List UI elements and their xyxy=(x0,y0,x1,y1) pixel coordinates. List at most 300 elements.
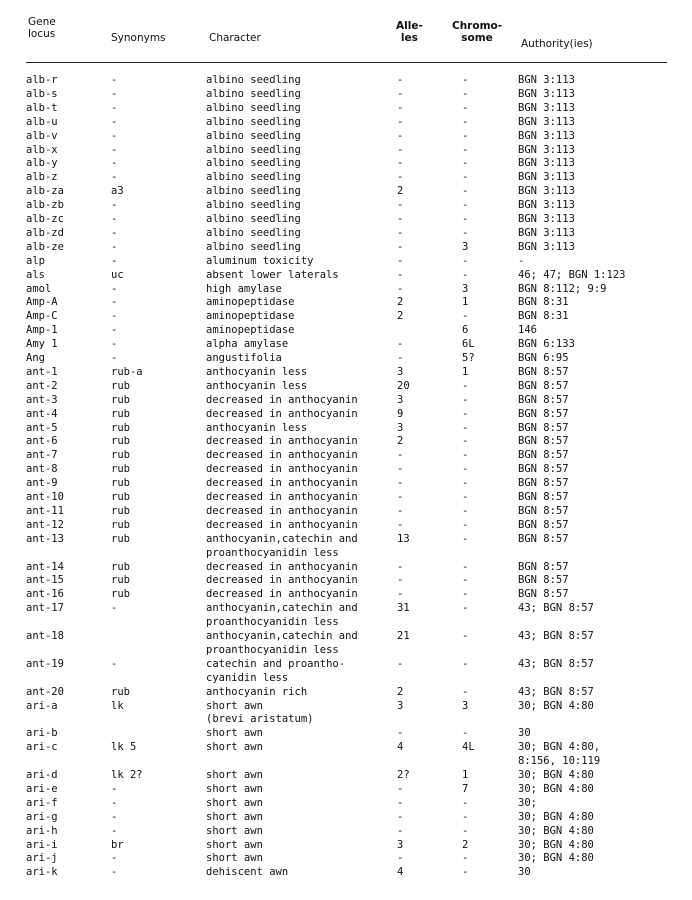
authority-cell: BGN 3:113 xyxy=(518,185,575,198)
synonym-cell: - xyxy=(111,101,118,114)
gene-locus-cell: alb-y xyxy=(26,157,58,170)
gene-locus-cell: Amp-A xyxy=(26,296,58,309)
authority-cell: BGN 8:57 xyxy=(518,379,569,392)
authority-cell: 43; BGN 8:57 xyxy=(518,602,594,615)
character-cell: albino seedling xyxy=(206,199,301,212)
authority-cell: 30 xyxy=(518,727,531,740)
gene-locus-cell: alb-ze xyxy=(26,240,64,253)
authority-cell: 43; BGN 8:57 xyxy=(518,685,594,698)
synonym-cell: rub xyxy=(111,407,130,420)
alleles-cell: - xyxy=(397,157,404,170)
character-cell: short awn xyxy=(206,852,263,865)
chromosome-cell: - xyxy=(462,477,469,490)
character-cell: short awn xyxy=(206,824,263,837)
gene-locus-cell: ant-12 xyxy=(26,518,64,531)
gene-locus-cell: ant-13 xyxy=(26,532,64,545)
character-cell: short awn xyxy=(206,838,263,851)
alleles-cell: - xyxy=(397,338,404,351)
gene-locus-cell: alb-r xyxy=(26,74,58,86)
authority-cell: BGN 6:133 xyxy=(518,338,575,351)
character-cell: absent lower laterals xyxy=(206,268,339,281)
alleles-cell: 9 xyxy=(397,407,404,420)
character-cell: albino seedling xyxy=(206,157,301,170)
authority-cell: BGN 8:57 xyxy=(518,393,569,406)
chromosome-cell: - xyxy=(462,310,469,323)
authority-cell: BGN 8:57 xyxy=(518,532,569,545)
alleles-cell: - xyxy=(397,282,404,295)
chromosome-cell: - xyxy=(462,504,469,517)
character-cell: anthocyanin less xyxy=(206,365,308,378)
character-cell: decreased in anthocyanin xyxy=(206,574,358,587)
character-cell: albino seedling xyxy=(206,226,301,239)
character-cell: decreased in anthocyanin xyxy=(206,393,358,406)
gene-locus-cell: ari-a xyxy=(26,699,58,712)
alleles-cell: 3 xyxy=(397,365,404,378)
chromosome-cell: 6L xyxy=(462,338,475,351)
authority-cell: BGN 8:57 xyxy=(518,574,569,587)
authority-cell: 30; xyxy=(518,796,537,809)
authority-cell: BGN 8:57 xyxy=(518,477,569,490)
authority-cell: BGN 3:113 xyxy=(518,143,575,156)
character-cell: aminopeptidase xyxy=(206,324,295,337)
header-alleles: Alle- les xyxy=(396,20,423,44)
chromosome-cell: - xyxy=(462,532,469,545)
gene-locus-cell: ant-14 xyxy=(26,560,64,573)
authority-cell: BGN 3:113 xyxy=(518,74,575,86)
synonym-cell: rub xyxy=(111,379,130,392)
alleles-cell: 21 xyxy=(397,630,410,642)
character-cell: decreased in anthocyanin xyxy=(206,449,358,462)
chromosome-cell: - xyxy=(462,185,469,198)
chromosome-cell: - xyxy=(462,463,469,476)
synonym-cell: - xyxy=(111,866,118,879)
alleles-cell: 2 xyxy=(397,296,404,309)
alleles-cell: - xyxy=(397,852,404,865)
authority-cell: BGN 8:57 xyxy=(518,588,569,601)
chromosome-cell: - xyxy=(462,213,469,225)
authority-cell: BGN 6:95 xyxy=(518,352,569,364)
character-cell: anthocyanin,catechin and proanthocyanidin less xyxy=(206,630,358,656)
character-cell: high amylase xyxy=(206,282,282,295)
character-cell: decreased in anthocyanin xyxy=(206,504,358,517)
alleles-cell: - xyxy=(397,115,404,128)
chromosome-cell: - xyxy=(462,491,469,503)
authority-cell: 46; 47; BGN 1:123 xyxy=(518,268,626,281)
gene-locus-cell: ant-20 xyxy=(26,685,64,698)
chromosome-cell: - xyxy=(462,129,469,142)
authority-cell: BGN 3:113 xyxy=(518,101,575,114)
gene-locus-cell: alb-zb xyxy=(26,199,64,212)
chromosome-cell: - xyxy=(462,518,469,531)
character-cell: decreased in anthocyanin xyxy=(206,407,358,420)
alleles-cell: - xyxy=(397,74,404,86)
synonym-cell: - xyxy=(111,87,118,100)
gene-locus-cell: Amp-1 xyxy=(26,324,58,337)
alleles-cell: - xyxy=(397,199,404,212)
gene-locus-cell: ari-e xyxy=(26,782,58,795)
chromosome-cell: - xyxy=(462,810,469,823)
synonym-cell: lk xyxy=(111,699,124,712)
synonym-cell: rub xyxy=(111,393,130,406)
alleles-cell: 31 xyxy=(397,602,410,615)
character-cell: anthocyanin,catechin and proanthocyanidin less xyxy=(206,602,358,629)
alleles-cell: - xyxy=(397,782,404,795)
gene-locus-cell: ant-16 xyxy=(26,588,64,601)
authority-cell: BGN 8:57 xyxy=(518,463,569,476)
chromosome-cell: - xyxy=(462,379,469,392)
synonym-cell: - xyxy=(111,199,118,212)
chromosome-cell: - xyxy=(462,852,469,865)
synonym-cell: rub xyxy=(111,532,130,545)
authority-cell: BGN 3:113 xyxy=(518,129,575,142)
alleles-cell: - xyxy=(397,477,404,490)
synonym-cell: - xyxy=(111,796,118,809)
character-cell: short awn xyxy=(206,727,263,740)
synonym-cell: - xyxy=(111,115,118,128)
authority-cell: BGN 8:57 xyxy=(518,365,569,378)
gene-locus-cell: ari-k xyxy=(26,866,58,879)
alleles-cell: 3 xyxy=(397,393,404,406)
authority-cell: 30; BGN 4:80, 8:156, 10:119 xyxy=(518,741,601,768)
synonym-cell: - xyxy=(111,310,118,323)
chromosome-cell: 6 xyxy=(462,324,469,337)
authority-cell: 30; BGN 4:80 xyxy=(518,838,594,851)
chromosome-cell: - xyxy=(462,199,469,212)
synonym-cell: a3 xyxy=(111,185,124,198)
chromosome-cell: - xyxy=(462,407,469,420)
alleles-cell: - xyxy=(397,463,404,476)
gene-locus-cell: ant-19 xyxy=(26,657,64,670)
character-cell: albino seedling xyxy=(206,101,301,114)
character-cell: aminopeptidase xyxy=(206,310,295,323)
synonym-cell: - xyxy=(111,782,118,795)
alleles-cell: - xyxy=(397,226,404,239)
chromosome-cell: - xyxy=(462,226,469,239)
synonym-cell: uc xyxy=(111,268,124,281)
chromosome-cell: - xyxy=(462,657,469,670)
authority-cell: 30; BGN 4:80 xyxy=(518,824,594,837)
synonym-cell: rub xyxy=(111,491,130,503)
synonym-cell: - xyxy=(111,157,118,170)
alleles-cell: 2 xyxy=(397,310,404,323)
character-cell: albino seedling xyxy=(206,213,301,225)
character-cell: short awn xyxy=(206,810,263,823)
alleles-cell: 3 xyxy=(397,421,404,434)
authority-cell: 30; BGN 4:80 xyxy=(518,782,594,795)
alleles-cell: - xyxy=(397,171,404,184)
character-cell: albino seedling xyxy=(206,74,301,86)
synonym-cell: rub-a xyxy=(111,365,143,378)
alleles-cell: 3 xyxy=(397,699,404,712)
alleles-cell: - xyxy=(397,796,404,809)
gene-locus-cell: alb-zc xyxy=(26,213,64,225)
gene-locus-cell: ant-5 xyxy=(26,421,58,434)
chromosome-cell: - xyxy=(462,115,469,128)
chromosome-cell: - xyxy=(462,171,469,184)
gene-locus-cell: ant-3 xyxy=(26,393,58,406)
authority-cell: - xyxy=(518,254,525,267)
character-cell: decreased in anthocyanin xyxy=(206,588,358,601)
alleles-cell: - xyxy=(397,101,404,114)
alleles-cell: 4 xyxy=(397,741,404,754)
chromosome-cell: 1 xyxy=(462,769,469,781)
authority-cell: BGN 3:113 xyxy=(518,226,575,239)
gene-locus-cell: ant-11 xyxy=(26,504,64,517)
alleles-cell: 20 xyxy=(397,379,410,392)
character-cell: albino seedling xyxy=(206,87,301,100)
alleles-cell: - xyxy=(397,727,404,740)
alleles-cell: 2 xyxy=(397,435,404,448)
authority-cell: BGN 8:31 xyxy=(518,310,569,323)
gene-locus-cell: ant-7 xyxy=(26,449,58,462)
gene-locus-cell: ant-17 xyxy=(26,602,64,615)
authority-cell: BGN 3:113 xyxy=(518,157,575,170)
alleles-cell: - xyxy=(397,254,404,267)
alleles-cell: - xyxy=(397,560,404,573)
alleles-cell: - xyxy=(397,129,404,142)
authority-cell: BGN 8:57 xyxy=(518,504,569,517)
chromosome-cell: - xyxy=(462,602,469,615)
gene-locus-cell: ari-j xyxy=(26,852,58,865)
gene-locus-cell: Amy 1 xyxy=(26,338,58,351)
gene-locus-cell: ant-8 xyxy=(26,463,58,476)
synonym-cell: rub xyxy=(111,574,130,587)
chromosome-cell: - xyxy=(462,560,469,573)
authority-cell: 30; BGN 4:80 xyxy=(518,852,594,865)
synonym-cell: rub xyxy=(111,435,130,448)
chromosome-cell: - xyxy=(462,268,469,281)
synonym-cell: rub xyxy=(111,588,130,601)
synonym-cell: rub xyxy=(111,518,130,531)
chromosome-cell: 5? xyxy=(462,352,475,364)
synonym-cell: - xyxy=(111,129,118,142)
character-cell: short awn xyxy=(206,782,263,795)
synonym-cell: rub xyxy=(111,421,130,434)
character-cell: albino seedling xyxy=(206,129,301,142)
character-cell: short awn xyxy=(206,796,263,809)
character-cell: decreased in anthocyanin xyxy=(206,435,358,448)
character-cell: decreased in anthocyanin xyxy=(206,463,358,476)
authority-cell: 43; BGN 8:57 xyxy=(518,630,594,642)
chromosome-cell: - xyxy=(462,101,469,114)
authority-cell: BGN 8:57 xyxy=(518,491,569,503)
gene-locus-cell: als xyxy=(26,268,45,281)
synonym-cell: - xyxy=(111,143,118,156)
gene-locus-cell: ant-18 xyxy=(26,630,64,642)
synonym-cell: - xyxy=(111,324,118,337)
authority-cell: 146 xyxy=(518,324,537,337)
character-cell: dehiscent awn xyxy=(206,866,289,879)
gene-locus-cell: alb-zd xyxy=(26,226,64,239)
synonym-cell: lk 2? xyxy=(111,769,143,781)
alleles-cell: 2? xyxy=(397,769,410,781)
chromosome-cell: 4L xyxy=(462,741,475,754)
synonym-cell: rub xyxy=(111,477,130,490)
character-cell: angustifolia xyxy=(206,352,282,364)
gene-locus-cell: alb-t xyxy=(26,101,58,114)
authority-cell: BGN 3:113 xyxy=(518,87,575,100)
character-cell: aminopeptidase xyxy=(206,296,295,309)
alleles-cell: - xyxy=(397,518,404,531)
chromosome-cell: - xyxy=(462,254,469,267)
alleles-cell: - xyxy=(397,352,404,364)
authority-cell: BGN 8:57 xyxy=(518,560,569,573)
synonym-cell: rub xyxy=(111,504,130,517)
authority-cell: 43; BGN 8:57 xyxy=(518,657,594,670)
gene-locus-cell: ari-c xyxy=(26,741,58,754)
character-cell: anthocyanin rich xyxy=(206,685,308,698)
chromosome-cell: 3 xyxy=(462,282,469,295)
header-synonyms: Synonyms xyxy=(111,32,166,44)
chromosome-cell: 1 xyxy=(462,296,469,309)
chromosome-cell: - xyxy=(462,824,469,837)
chromosome-cell: - xyxy=(462,421,469,434)
alleles-cell: - xyxy=(397,449,404,462)
character-cell: aluminum toxicity xyxy=(206,254,314,267)
header-character: Character xyxy=(209,32,261,44)
synonym-cell: - xyxy=(111,824,118,837)
character-cell: anthocyanin,catechin and proanthocyanidin less xyxy=(206,532,358,559)
alleles-cell: - xyxy=(397,810,404,823)
authority-cell: BGN 8:57 xyxy=(518,518,569,531)
gene-locus-cell: ant-2 xyxy=(26,379,58,392)
alleles-cell: - xyxy=(397,143,404,156)
character-cell: short awn xyxy=(206,769,263,781)
alleles-cell: - xyxy=(397,240,404,253)
character-cell: decreased in anthocyanin xyxy=(206,491,358,503)
gene-locus-cell: amol xyxy=(26,282,52,295)
authority-cell: BGN 8:57 xyxy=(518,449,569,462)
synonym-cell: - xyxy=(111,338,118,351)
gene-locus-cell: ant-9 xyxy=(26,477,58,490)
gene-locus-cell: ant-10 xyxy=(26,491,64,503)
alleles-cell: - xyxy=(397,504,404,517)
gene-locus-cell: ant-6 xyxy=(26,435,58,448)
character-cell: short awn (brevi aristatum) xyxy=(206,699,314,726)
synonym-cell: - xyxy=(111,352,118,364)
character-cell: decreased in anthocyanin xyxy=(206,560,358,573)
alleles-cell: - xyxy=(397,213,404,225)
chromosome-cell: - xyxy=(462,727,469,740)
chromosome-cell: - xyxy=(462,157,469,170)
synonym-cell: - xyxy=(111,852,118,865)
authority-cell: BGN 3:113 xyxy=(518,171,575,184)
authority-cell: BGN 8:57 xyxy=(518,407,569,420)
character-cell: decreased in anthocyanin xyxy=(206,477,358,490)
character-cell: albino seedling xyxy=(206,171,301,184)
character-cell: anthocyanin less xyxy=(206,421,308,434)
authority-cell: 30; BGN 4:80 xyxy=(518,769,594,781)
character-cell: short awn xyxy=(206,741,263,754)
character-cell: albino seedling xyxy=(206,115,301,128)
chromosome-cell: - xyxy=(462,866,469,879)
alleles-cell: 2 xyxy=(397,685,404,698)
chromosome-cell: - xyxy=(462,74,469,86)
gene-locus-cell: ari-b xyxy=(26,727,58,740)
alleles-cell: - xyxy=(397,657,404,670)
gene-locus-cell: alb-z xyxy=(26,171,58,184)
synonym-cell: rub xyxy=(111,463,130,476)
chromosome-cell: - xyxy=(462,588,469,601)
gene-locus-cell: ari-h xyxy=(26,824,58,837)
chromosome-cell: - xyxy=(462,685,469,698)
gene-locus-cell: alb-x xyxy=(26,143,58,156)
chromosome-cell: - xyxy=(462,449,469,462)
authority-cell: BGN 3:113 xyxy=(518,199,575,212)
chromosome-cell: - xyxy=(462,435,469,448)
authority-cell: 30; BGN 4:80 xyxy=(518,810,594,823)
character-cell: albino seedling xyxy=(206,185,301,198)
synonym-cell: rub xyxy=(111,685,130,698)
gene-locus-cell: ari-g xyxy=(26,810,58,823)
gene-locus-cell: ari-f xyxy=(26,796,58,809)
chromosome-cell: 1 xyxy=(462,365,469,378)
header-authority: Authority(ies) xyxy=(521,38,593,50)
gene-locus-cell: alb-za xyxy=(26,185,64,198)
chromosome-cell: - xyxy=(462,393,469,406)
authority-cell: BGN 8:57 xyxy=(518,421,569,434)
alleles-cell: 13 xyxy=(397,532,410,545)
synonym-cell: br xyxy=(111,838,124,851)
chromosome-cell: 7 xyxy=(462,782,469,795)
gene-locus-cell: ari-d xyxy=(26,769,58,781)
character-cell: anthocyanin less xyxy=(206,379,308,392)
chromosome-cell: 3 xyxy=(462,240,469,253)
authority-cell: BGN 8:57 xyxy=(518,435,569,448)
alleles-cell: - xyxy=(397,824,404,837)
character-cell: decreased in anthocyanin xyxy=(206,518,358,531)
gene-locus-cell: ant-15 xyxy=(26,574,64,587)
header-chromosome: Chromo- some xyxy=(452,20,503,44)
synonym-cell: - xyxy=(111,226,118,239)
synonym-cell: - xyxy=(111,657,118,670)
synonym-cell: - xyxy=(111,74,118,86)
alleles-cell: - xyxy=(397,87,404,100)
synonym-cell: - xyxy=(111,240,118,253)
synonym-cell: rub xyxy=(111,560,130,573)
gene-locus-cell: ant-1 xyxy=(26,365,58,378)
gene-locus-cell: ari-i xyxy=(26,838,58,851)
gene-locus-cell: alb-u xyxy=(26,115,58,128)
chromosome-cell: - xyxy=(462,796,469,809)
alleles-cell: 2 xyxy=(397,185,404,198)
header-gene-locus: Gene locus xyxy=(28,16,56,40)
alleles-cell: - xyxy=(397,574,404,587)
authority-cell: 30 xyxy=(518,866,531,879)
gene-locus-cell: alp xyxy=(26,254,45,267)
character-cell: albino seedling xyxy=(206,240,301,253)
gene-locus-cell: Amp-C xyxy=(26,310,58,323)
chromosome-cell: - xyxy=(462,87,469,100)
synonym-cell: - xyxy=(111,282,118,295)
authority-cell: BGN 3:113 xyxy=(518,240,575,253)
alleles-cell: - xyxy=(397,588,404,601)
chromosome-cell: - xyxy=(462,630,469,642)
synonym-cell: - xyxy=(111,171,118,184)
gene-locus-cell: ant-4 xyxy=(26,407,58,420)
chromosome-cell: 2 xyxy=(462,838,469,851)
synonym-cell: - xyxy=(111,810,118,823)
gene-locus-cell: Ang xyxy=(26,352,45,364)
gene-locus-cell: alb-v xyxy=(26,129,58,142)
alleles-cell: - xyxy=(397,268,404,281)
authority-cell: BGN 3:113 xyxy=(518,213,575,225)
authority-cell: BGN 8:31 xyxy=(518,296,569,309)
synonym-cell: rub xyxy=(111,449,130,462)
synonym-cell: - xyxy=(111,602,118,615)
alleles-cell: 3 xyxy=(397,838,404,851)
authority-cell: BGN 3:113 xyxy=(518,115,575,128)
